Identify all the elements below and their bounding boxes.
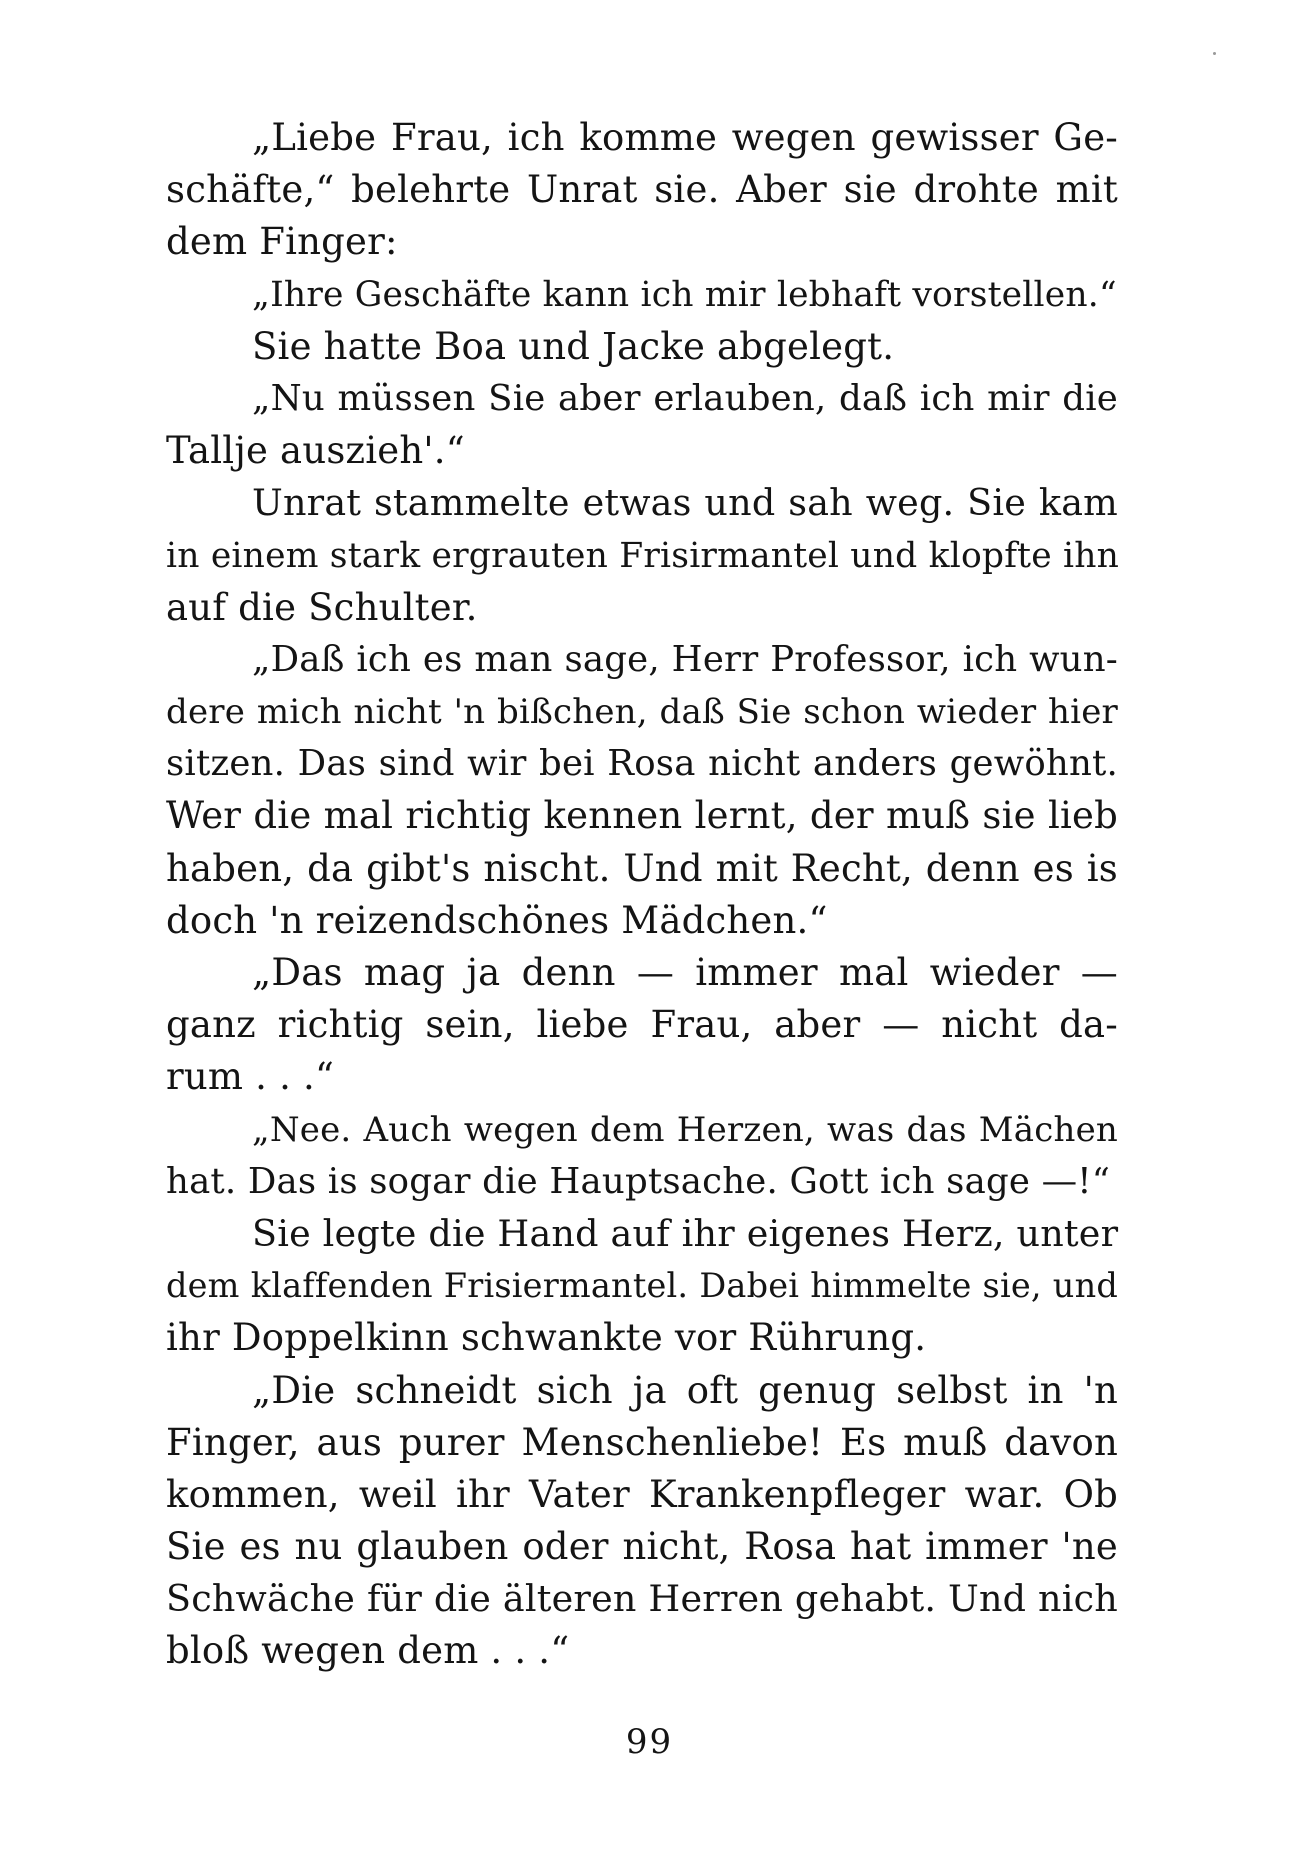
text-line: schäfte,“ belehrte Unrat sie. Aber sie drohte mit: [166, 168, 1118, 212]
text-line: „Die schneidt sich ja oft genug selbst in 'n: [252, 1368, 1118, 1412]
text-line: Sie es nu glauben oder nicht, Rosa hat immer 'ne: [166, 1525, 1118, 1569]
text-line: „Liebe Frau, ich komme wegen gewisser Ge-: [252, 116, 1118, 159]
text-line: Wer die mal richtig kennen lernt, der muß sie lieb: [166, 794, 1118, 838]
text-line: Sie hatte Boa und Jacke abgelegt.: [252, 324, 895, 368]
text-line: sitzen. Das sind wir bei Rosa nicht anders gewöhnt.: [166, 743, 1118, 785]
text-line: Finger, aus purer Menschenliebe! Es muß davon: [166, 1420, 1118, 1464]
text-line: in einem stark ergrauten Frisirmantel und klopfte ihn: [166, 535, 1120, 576]
text-line: Tallje auszieh'.“: [166, 429, 465, 473]
text-line: „Ihre Geschäfte kann ich mir lebhaft vorstellen.“: [252, 274, 1117, 315]
text-line: bloß wegen dem . . .“: [166, 1629, 570, 1673]
text-line: ihr Doppelkinn schwankte vor Rührung.: [166, 1316, 927, 1360]
text-line: hat. Das is sogar die Hauptsache. Gott ich sage —!“: [166, 1160, 1111, 1202]
text-line: kommen, weil ihr Vater Krankenpfleger war. Ob: [166, 1472, 1118, 1516]
text-line: dem Finger:: [166, 220, 398, 264]
text-line: Schwäche für die älteren Herren gehabt. Und nich: [166, 1577, 1118, 1621]
body-text: [166, 112, 1118, 1678]
text-line: dem klaffenden Frisiermantel. Dabei himmelte sie, und: [166, 1266, 1118, 1306]
text-line: Sie legte die Hand auf ihr eigenes Herz, unter: [252, 1211, 1119, 1255]
text-line: ganz richtig sein, liebe Frau, aber — nicht da-: [166, 1003, 1118, 1047]
page-number: 99: [625, 1722, 674, 1762]
text-line: „Das mag ja denn — immer mal wieder —: [252, 951, 1118, 994]
paper-speck: [1213, 52, 1216, 55]
text-line: „Daß ich es man sage, Herr Professor, ich wun-: [252, 638, 1118, 680]
text-line: auf die Schulter.: [166, 585, 478, 629]
text-line: rum . . .“: [166, 1055, 335, 1099]
text-line: doch 'n reizendschönes Mädchen.“: [166, 898, 828, 942]
text-line: Unrat stammelte etwas und sah weg. Sie kam: [252, 481, 1118, 525]
text-line: „Nu müssen Sie aber erlauben, daß ich mir die: [252, 377, 1118, 419]
text-line: haben, da gibt's nischt. Und mit Recht, denn es is: [166, 846, 1118, 890]
text-line: dere mich nicht 'n bißchen, daß Sie schon wieder hier: [166, 692, 1118, 733]
text-line: „Nee. Auch wegen dem Herzen, was das Mächen: [252, 1109, 1118, 1150]
